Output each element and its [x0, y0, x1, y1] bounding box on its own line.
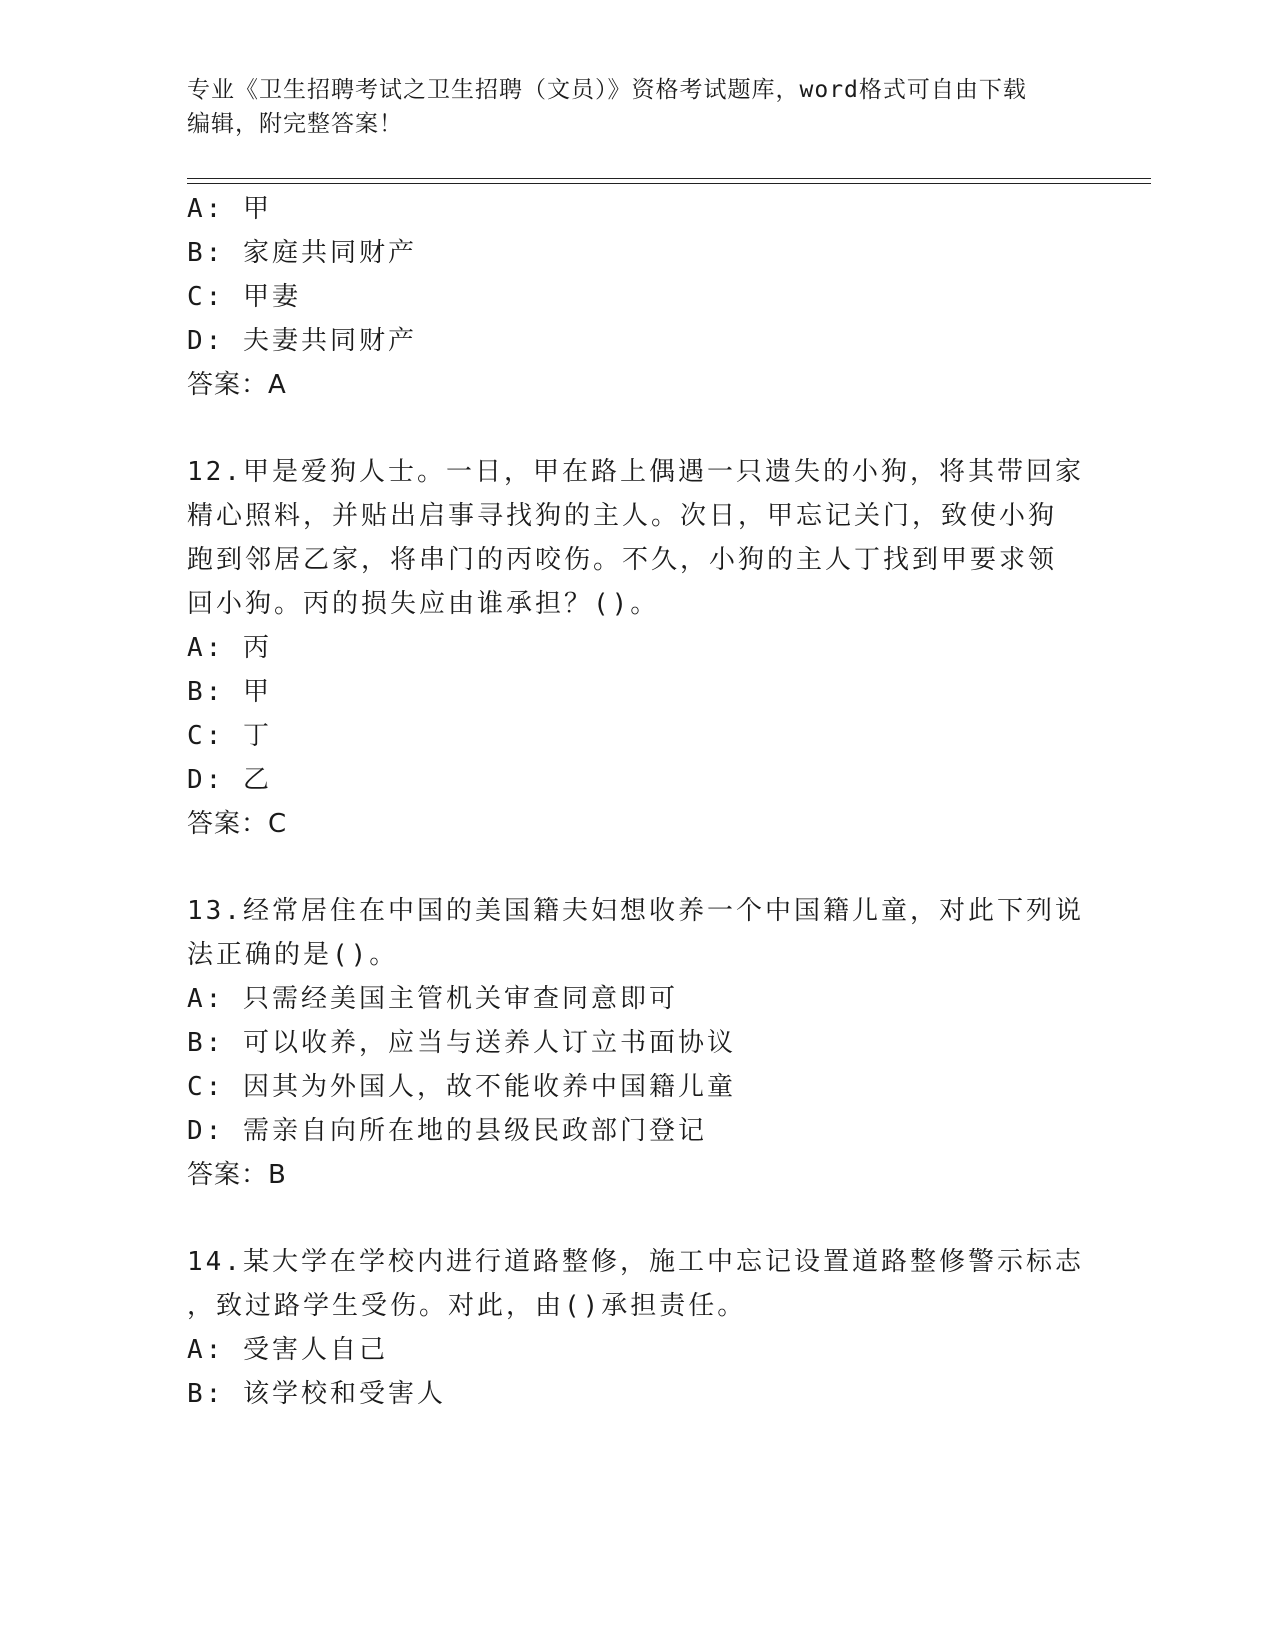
q13-option-c: C: 因其为外国人，故不能收养中国籍儿童 — [187, 1072, 736, 1102]
q14-option-b: B: 该学校和受害人 — [187, 1379, 446, 1409]
q14-stem-line-2: ，致过路学生受伤。对此，由()承担责任。 — [187, 1291, 747, 1321]
q11-option-a: A: 甲 — [187, 194, 272, 224]
document-header — [187, 73, 1067, 141]
q11-option-d: D: 夫妻共同财产 — [187, 326, 417, 356]
q12-stem-line-3: 跑到邻居乙家，将串门的丙咬伤。不久，小狗的主人丁找到甲要求领 — [187, 545, 1058, 575]
q11-option-b: B: 家庭共同财产 — [187, 238, 417, 268]
header-rule-bottom — [187, 183, 1151, 184]
q13-stem-line-1: 13.经常居住在中国的美国籍夫妇想收养一个中国籍儿童，对此下列说 — [187, 896, 1084, 926]
q12-stem-line-2: 精心照料，并贴出启事寻找狗的主人。次日，甲忘记关门，致使小狗 — [187, 501, 1058, 531]
q12-answer: 答案：C — [187, 809, 288, 839]
q11-answer: 答案：A — [187, 370, 287, 400]
header-rule-top — [187, 178, 1151, 179]
q12-stem-line-4: 回小狗。丙的损失应由谁承担？()。 — [187, 589, 660, 619]
q13-stem-line-2: 法正确的是()。 — [187, 940, 399, 970]
q12-option-a: A: 丙 — [187, 633, 272, 663]
q12-option-d: D: 乙 — [187, 765, 272, 795]
q13-option-a: A: 只需经美国主管机关审查同意即可 — [187, 984, 678, 1014]
q14-stem-line-1: 14.某大学在学校内进行道路整修，施工中忘记设置道路整修警示标志 — [187, 1247, 1084, 1277]
q12-option-b: B: 甲 — [187, 677, 272, 707]
q12-stem-line-1: 12.甲是爱狗人士。一日，甲在路上偶遇一只遗失的小狗，将其带回家 — [187, 457, 1084, 487]
q12-option-c: C: 丁 — [187, 721, 272, 751]
q13-option-d: D: 需亲自向所在地的县级民政部门登记 — [187, 1116, 707, 1146]
header-line-1: 专业《卫生招聘考试之卫生招聘（文员）》资格考试题库，word格式可自由下载 — [187, 77, 1027, 103]
q11-option-c: C: 甲妻 — [187, 282, 301, 312]
q13-option-b: B: 可以收养，应当与送养人订立书面协议 — [187, 1028, 736, 1058]
header-line-2: 编辑，附完整答案！ — [187, 111, 403, 137]
q13-answer: 答案：B — [187, 1160, 287, 1190]
q14-option-a: A: 受害人自己 — [187, 1335, 388, 1365]
